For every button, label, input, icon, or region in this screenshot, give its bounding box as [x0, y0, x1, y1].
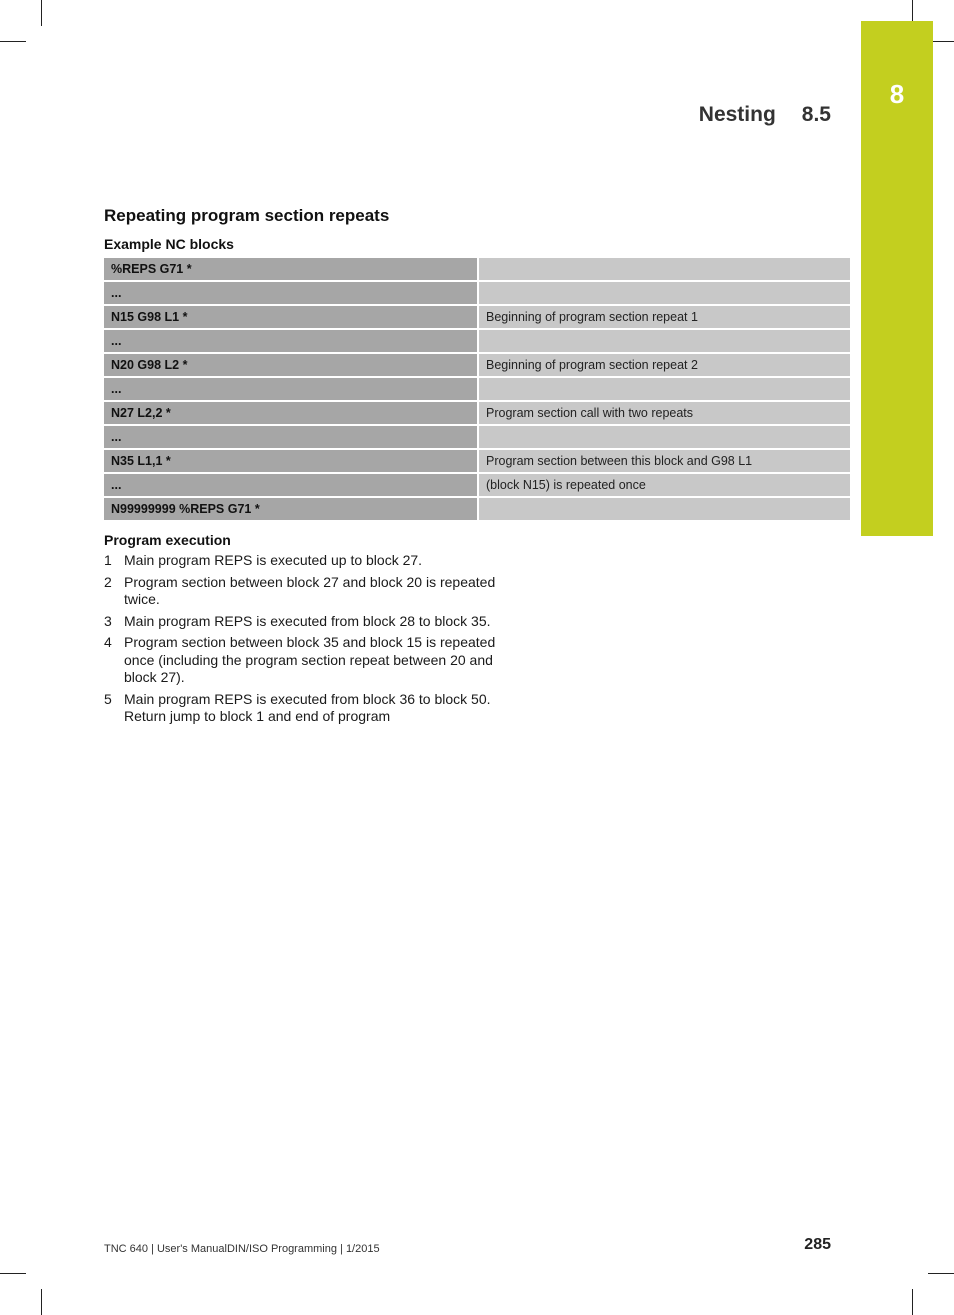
step-number: 2	[104, 573, 112, 590]
crop-mark	[41, 1289, 42, 1315]
table-row	[104, 305, 850, 329]
nc-comment-cell	[478, 281, 850, 305]
list-item	[104, 574, 524, 609]
section-heading: Repeating program section repeats	[104, 206, 390, 225]
nc-code-cell: %REPS G71 *	[104, 258, 478, 281]
table-row	[104, 473, 850, 497]
list-item	[104, 613, 524, 631]
nc-comment-cell	[478, 329, 850, 353]
crop-mark	[0, 41, 26, 42]
running-head	[699, 103, 831, 127]
nc-code-cell: ...	[104, 377, 478, 401]
nc-comment-cell	[478, 425, 850, 449]
table-row	[104, 497, 850, 521]
step-text: Main program REPS is executed up to block 27.	[124, 552, 423, 568]
page-number: 285	[804, 1236, 831, 1253]
nc-code-cell: N35 L1,1 *	[104, 449, 478, 473]
nc-code-cell: N27 L2,2 *	[104, 401, 478, 425]
nc-code-cell: ...	[104, 329, 478, 353]
nc-code-cell: ...	[104, 425, 478, 449]
table-row	[104, 449, 850, 473]
step-number: 4	[104, 634, 112, 650]
nc-comment-cell	[478, 497, 850, 521]
chapter-number: 8	[889, 79, 905, 109]
nc-comment-cell: Program section call with two repeats	[478, 401, 850, 425]
nc-code-cell: ...	[104, 281, 478, 305]
table-row	[104, 377, 850, 401]
step-text: Program section between block 35 and block 15 is repeated once (including the program section repeat between 20 and block 27).	[124, 634, 496, 685]
step-text: Main program REPS is executed from block 28 to block 35.	[124, 612, 491, 629]
program-execution-heading: Program execution	[104, 532, 231, 548]
footer-text: TNC 640 | User's ManualDIN/ISO Programming | 1/2015	[104, 1243, 380, 1255]
table-row	[104, 401, 850, 425]
nc-comment-cell	[478, 377, 850, 401]
running-head-title: Nesting	[698, 103, 776, 126]
sub-heading: Example NC blocks	[104, 236, 234, 252]
nc-code-cell: N20 G98 L2 *	[104, 353, 478, 377]
step-text: Main program REPS is executed from block 36 to block 50. Return jump to block 1 and end of program	[124, 690, 491, 724]
step-number: 3	[104, 612, 112, 629]
step-number: 5	[104, 690, 112, 707]
nc-code-cell: N99999999 %REPS G71 *	[104, 497, 478, 521]
list-item	[104, 691, 524, 726]
table-row	[104, 281, 850, 305]
table-row	[104, 258, 850, 281]
nc-comment-cell: Program section between this block and G98 L1	[478, 449, 850, 473]
list-item	[104, 552, 524, 570]
nc-comment-cell: Beginning of program section repeat 1	[478, 305, 850, 329]
list-item	[104, 634, 524, 687]
running-head-section: 8.5	[801, 103, 831, 126]
step-number: 1	[104, 552, 112, 568]
nc-code-cell: ...	[104, 473, 478, 497]
chapter-tab	[861, 21, 933, 536]
crop-mark	[912, 1289, 913, 1315]
program-execution-list	[104, 552, 524, 730]
table-row	[104, 329, 850, 353]
nc-comment-cell: (block N15) is repeated once	[478, 473, 850, 497]
nc-blocks-table	[104, 258, 850, 522]
nc-comment-cell: Beginning of program section repeat 2	[478, 353, 850, 377]
crop-mark	[0, 1273, 26, 1274]
table-row	[104, 425, 850, 449]
table-row	[104, 353, 850, 377]
crop-mark	[928, 1273, 954, 1274]
nc-code-cell: N15 G98 L1 *	[104, 305, 478, 329]
crop-mark	[41, 0, 42, 26]
nc-comment-cell	[478, 258, 850, 281]
step-text: Program section between block 27 and block 20 is repeated twice.	[124, 573, 496, 607]
